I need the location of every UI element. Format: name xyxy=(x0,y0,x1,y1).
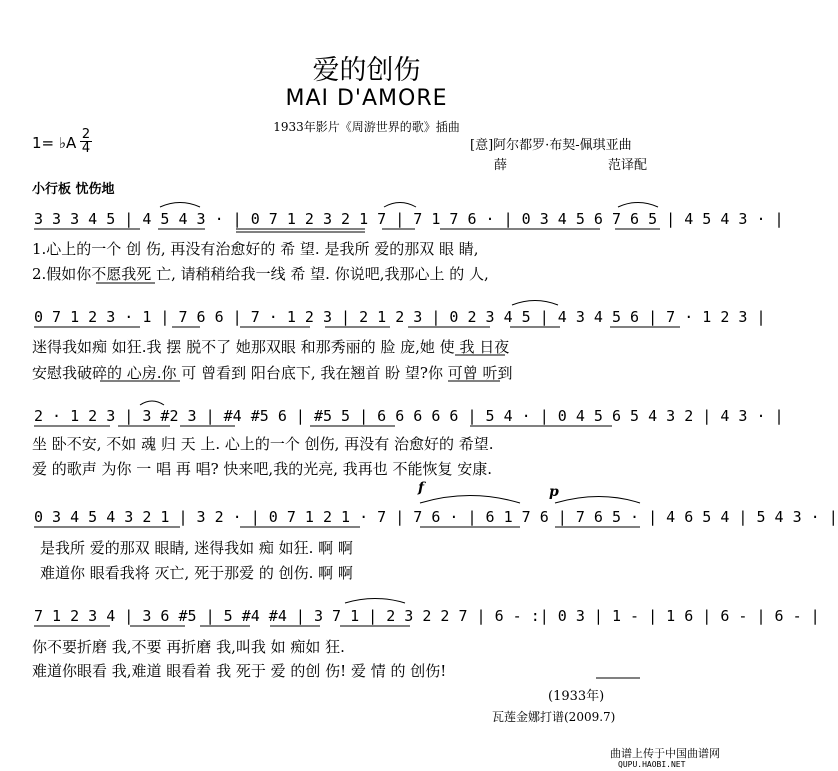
year-note: (1933年) xyxy=(548,689,605,704)
system-1-notes: 3 3 3 4 5 | 4 5 4 3 · | 0 7 1 2 3 2 1 7 | 7 1 7 6 · | 0 3 4 5 6 7 6 5 | 4 5 4 3 · | xyxy=(34,210,784,228)
transcriber-credit: 瓦莲金娜打谱(2009.7) xyxy=(492,710,616,724)
system-4-lyric-2: 难道你 眼看我将 灭亡, 死于那爱 的 创伤. 啊 啊 xyxy=(40,564,353,582)
system-3-notes: 2 · 1 2 3 | 3 #2 3 | #4 #5 6 | #5 5 | 6 6 6 6 6 | 5 4 · | 0 4 5 6 5 4 3 2 | 4 3 · | xyxy=(34,407,784,425)
translator: 范译配 xyxy=(608,158,648,173)
system-2-notes: 0 7 1 2 3 · 1 | 7 6 6 | 7 · 1 2 3 | 2 1 2 3 | 0 2 3 4 5 | 4 3 4 5 6 | 7 · 1 2 3 | xyxy=(34,308,766,326)
system-5-lyric-1: 你不要折磨 我,不要 再折磨 我,叫我 如 痴如 狂. xyxy=(32,638,345,656)
song-title: 爱的创伤 xyxy=(312,55,421,86)
system-3-lyric-2: 爱 的歌声 为你 一 唱 再 唱? 快来吧,我的光亮, 我再也 不能恢复 安康. xyxy=(32,460,493,478)
tempo-marking: 小行板 忧伤地 xyxy=(32,182,115,197)
watermark-url: QUPU.HAOBI.NET xyxy=(618,760,686,769)
system-2-lyric-1: 迷得我如痴 如狂.我 摆 脱不了 她那双眼 和那秀丽的 脸 庞,她 使 我 日夜 xyxy=(32,338,510,356)
film-note: 1933年影片《周游世界的歌》插曲 xyxy=(273,120,460,134)
song-subtitle: MAI D'AMORE xyxy=(285,86,448,111)
lyricist: 薛 xyxy=(494,158,508,173)
system-5-lyric-2: 难道你眼看 我,难道 眼看着 我 死于 爱 的创 伤! 爱 情 的 创伤! xyxy=(32,662,447,680)
time-bottom: 4 xyxy=(81,141,91,156)
system-1-lyric-1: 1.心上的一个 创 伤, 再没有治愈好的 希 望. 是我所 爱的那双 眼 睛, xyxy=(32,240,479,258)
watermark: 曲谱上传于中国曲谱网 xyxy=(610,747,720,760)
system-3-lyric-1: 坐 卧不安, 不如 魂 归 天 上. 心上的一个 创伤, 再没有 治愈好的 希望. xyxy=(32,435,494,453)
dynamic-piano: p xyxy=(549,484,559,500)
system-4-notes: 0 3 4 5 4 3 2 1 | 3 2 · | 0 7 1 2 1 · 7 | 7 6 · | 6 1 7 6 | 7 6 5 · | 4 6 5 4 | 5 4 3 · | xyxy=(34,508,838,526)
system-4-lyric-1: 是我所 爱的那双 眼睛, 迷得我如 痴 如狂. 啊 啊 xyxy=(40,539,353,557)
key-signature: 1= ♭A xyxy=(32,134,77,152)
dynamic-forte: f xyxy=(418,480,425,496)
system-1-lyric-2: 2.假如你不愿我死 亡, 请稍稍给我一线 希 望. 你说吧,我那心上 的 人, xyxy=(32,265,489,283)
system-5-notes: 7 1 2 3 4 | 3 6 #5 | 5 #4 #4 | 3 7 1 | 2 3 2 2 7 | 6 - :| 0 3 | 1 - | 1 6 | 6 - | 6 - | xyxy=(34,607,820,625)
system-2-lyric-2: 安慰我破碎的 心房.你 可 曾看到 阳台底下, 我在翘首 盼 望?你 可曾 听到 xyxy=(32,364,513,382)
time-top: 2 xyxy=(81,127,91,142)
composer: [意]阿尔都罗·布契-佩琪亚曲 xyxy=(470,138,632,153)
